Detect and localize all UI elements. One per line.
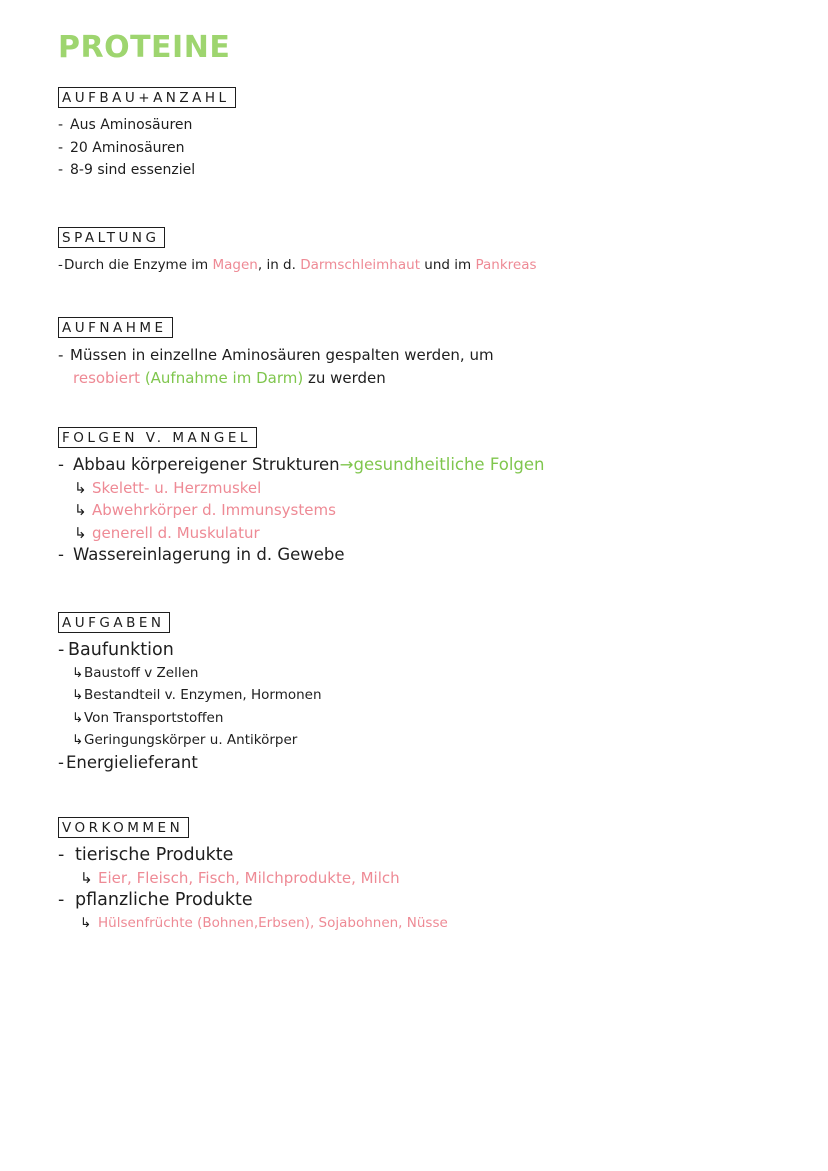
aufgaben-bau: - Baufunktion xyxy=(58,640,174,660)
heading-folgen: FOLGEN V. MANGEL xyxy=(58,427,257,448)
heading-aufgaben: AUFGABEN xyxy=(58,612,170,633)
heading-vorkommen: VORKOMMEN xyxy=(58,817,189,838)
section-spaltung xyxy=(58,227,537,277)
arrow-icon: ↳ xyxy=(72,732,84,748)
section-aufgaben xyxy=(58,612,322,774)
folgen-sub xyxy=(58,522,545,545)
arrow-icon: ↳ xyxy=(80,914,92,931)
text: Abwehrkörper d. Immunsystems xyxy=(92,501,336,519)
aufnahme-line-1: - Müssen in einzellne Aminosäuren gespalten werden, um xyxy=(58,346,494,364)
heading-aufnahme: AUFNAHME xyxy=(58,317,173,338)
text: pflanzliche Produkte xyxy=(75,890,253,910)
vorkommen-tierisch-items xyxy=(58,867,448,890)
item-text: 8-9 sind essenziel xyxy=(70,162,196,178)
arrow-icon: ↳ xyxy=(72,664,84,681)
section-folgen xyxy=(58,427,545,567)
item-text: Aus Aminosäuren xyxy=(70,117,193,133)
highlight-consequence: →gesundheitliche Folgen xyxy=(339,455,545,474)
aufgaben-sub xyxy=(58,729,322,752)
folgen-main: - Abbau körpereigener Strukturen→gesundheitliche Folgen xyxy=(58,455,545,474)
folgen-wasser: - Wassereinlagerung in d. Gewebe xyxy=(58,545,345,564)
item-text: 20 Aminosäuren xyxy=(70,139,185,156)
text: zu werden xyxy=(307,368,386,387)
list-item: - 20 Aminosäuren xyxy=(58,139,185,156)
section-aufnahme xyxy=(58,317,494,389)
text: Abbau körpereigener Strukturen xyxy=(73,455,340,474)
text: und im xyxy=(424,257,472,273)
aufnahme-line-2 xyxy=(58,367,494,390)
list-item: - 8-9 sind essenziel xyxy=(58,162,196,178)
text: Von Transportstoffen xyxy=(84,709,224,726)
text: Durch die Enzyme im xyxy=(64,257,209,273)
text: Skelett- u. Herzmuskel xyxy=(92,478,262,497)
heading-aufbau: AUFBAU+ANZAHL xyxy=(58,87,236,108)
text: Wassereinlagerung in d. Gewebe xyxy=(73,545,345,564)
vorkommen-pflanzlich: - pflanzliche Produkte xyxy=(58,890,253,910)
arrow-icon: ↳ xyxy=(74,501,87,519)
text: tierische Produkte xyxy=(75,845,234,865)
aufgaben-sub xyxy=(58,707,322,730)
text: Bestandteil v. Enzymen, Hormonen xyxy=(84,687,322,703)
text: Geringungskörper u. Antikörper xyxy=(84,732,298,748)
highlight-magen: Magen xyxy=(212,257,258,273)
text: Hülsenfrüchte (Bohnen,Erbsen), Sojabohnen, Nüsse xyxy=(98,914,448,931)
highlight-resobiert: resobiert xyxy=(73,368,141,387)
page-title: PROTEINE xyxy=(58,30,231,65)
arrow-icon: ↳ xyxy=(74,478,87,497)
arrow-icon: ↳ xyxy=(80,868,93,887)
spaltung-text: -Durch die Enzyme im Magen, in d. Darmschleimhaut und im Pankreas xyxy=(58,257,537,273)
folgen-sub xyxy=(58,499,545,522)
arrow-icon: ↳ xyxy=(72,687,84,703)
aufgaben-sub xyxy=(58,684,322,707)
text: Müssen in einzellne Aminosäuren gespalten werden, um xyxy=(70,346,494,364)
vorkommen-pflanzlich-items xyxy=(58,912,448,935)
text: Baustoff v Zellen xyxy=(84,664,199,681)
arrow-icon: ↳ xyxy=(74,523,87,542)
heading-spaltung: SPALTUNG xyxy=(58,227,165,248)
aufgaben-energie: - Energielieferant xyxy=(58,752,198,772)
folgen-sub xyxy=(58,477,545,500)
aufgaben-sub xyxy=(58,662,322,685)
text: Baufunktion xyxy=(68,640,174,660)
text: , in d. xyxy=(257,257,296,273)
arrow-icon: ↳ xyxy=(72,709,84,726)
highlight-aufnahme-darm: (Aufnahme im Darm) xyxy=(144,368,304,387)
highlight-darm: Darmschleimhaut xyxy=(300,257,420,273)
text: Eier, Fleisch, Fisch, Milchprodukte, Milch xyxy=(98,868,400,887)
section-vorkommen xyxy=(58,817,448,934)
section-aufbau xyxy=(58,87,236,182)
list-item: - Aus Aminosäuren xyxy=(58,117,193,133)
vorkommen-tierisch: - tierische Produkte xyxy=(58,845,234,865)
text: generell d. Muskulatur xyxy=(92,523,260,542)
text: Energielieferant xyxy=(66,752,198,772)
highlight-pankreas: Pankreas xyxy=(475,257,537,273)
